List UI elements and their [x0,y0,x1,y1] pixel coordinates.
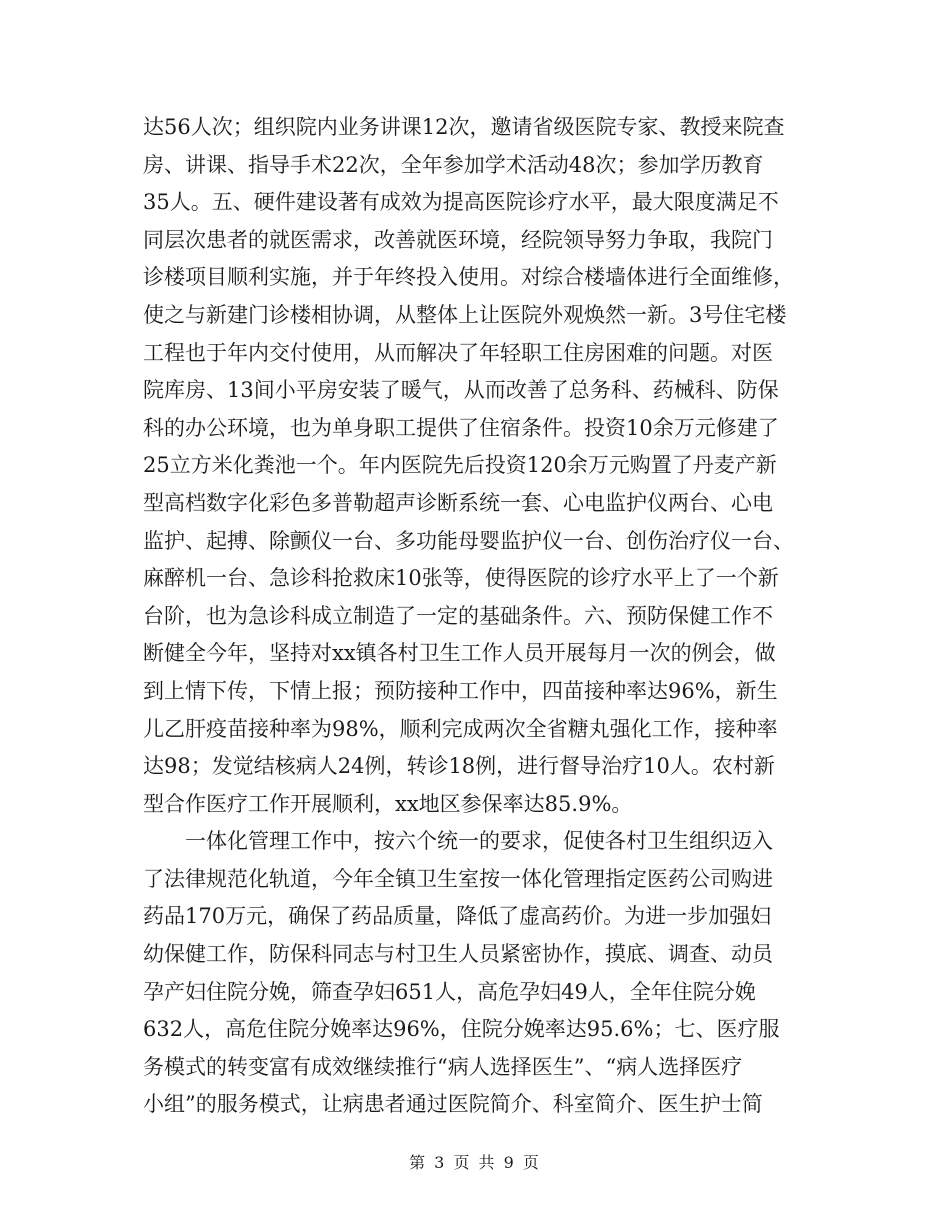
text-line: 达98；发觉结核病人24例，转诊18例，进行督导治疗10人。农村新 [143,754,775,779]
text-line: 科的办公环境，也为单身职工提供了住宿条件。投资10余万元修建了 [143,415,779,440]
text-line: 小组”的服务模式，让病患者通过医院简介、科室简介、医生护士简 [143,1092,763,1117]
text-line: 型合作医疗工作开展顺利，xx地区参保率达85.9%。 [143,791,633,816]
text-line: 达56人次；组织院内业务讲课12次，邀请省级医院专家、教授来院查 [143,115,785,139]
text-line: 幼保健工作，防保科同志与村卫生人员紧密协作，摸底、调查、动员 [143,942,773,967]
text-line: 儿乙肝疫苗接种率为98%，顺利完成两次全省糖丸强化工作，接种率 [143,716,778,741]
text-line: 工程也于年内交付使用，从而解决了年轻职工住房困难的问题。对医 [143,340,773,365]
text-line: 诊楼项目顺利实施，并于年终投入使用。对综合楼墙体进行全面维修， [143,265,794,290]
paragraph-first-line: 一体化管理工作中，按六个统一的要求，促使各村卫生组织迈入 [185,829,773,854]
text-line: 35人。五、硬件建设著有成效为提高医院诊疗水平，最大限度满足不 [143,190,779,215]
text-line: 了法律规范化轨道，今年全镇卫生室按一体化管理指定医药公司购进 [143,866,773,891]
text-line: 断健全今年，坚持对xx镇各村卫生工作人员开展每月一次的例会，做 [143,641,776,666]
text-line: 使之与新建门诊楼相协调，从整体上让医院外观焕然一新。3号住宅楼 [143,302,787,327]
text-line: 25立方米化粪池一个。年内医院先后投资120余万元购置了丹麦产新 [143,453,777,478]
document-body [143,109,808,1124]
text-line: 台阶，也为急诊科成立制造了一定的基础条件。六、预防保健工作不 [143,603,773,628]
text-line: 务模式的转变富有成效继续推行“病人选择医生”、“病人选择医疗 [143,1054,743,1079]
text-line: 药品170万元，确保了药品质量，降低了虚高药价。为进一步加强妇 [143,904,772,929]
text-line: 院库房、13间小平房安装了暖气，从而改善了总务科、药械科、防保 [143,378,779,403]
text-line: 麻醉机一台、急诊科抢救床10张等，使得医院的诊疗水平上了一个新 [143,566,779,591]
text-line: 型高档数字化彩色多普勒超声诊断系统一套、心电监护仪两台、心电 [143,490,773,515]
text-line: 到上情下传，下情上报；预防接种工作中，四苗接种率达96%，新生 [143,678,778,703]
page-number-footer: 第 3 页 共 9 页 [409,1153,541,1172]
text-line: 632人，高危住院分娩率达96%，住院分娩率达95.6%；七、医疗服 [143,1017,780,1042]
text-line: 房、讲课、指导手术22次，全年参加学术活动48次；参加学历教育 [143,152,764,177]
text-line: 孕产妇住院分娩，筛查孕妇651人，高危孕妇49人，全年住院分娩 [143,979,756,1004]
text-line: 监护、起搏、除颤仪一台、多功能母婴监护仪一台、创伤治疗仪一台、 [143,528,794,553]
text-line: 同层次患者的就医需求，改善就医环境，经院领导努力争取，我院门 [143,227,773,252]
